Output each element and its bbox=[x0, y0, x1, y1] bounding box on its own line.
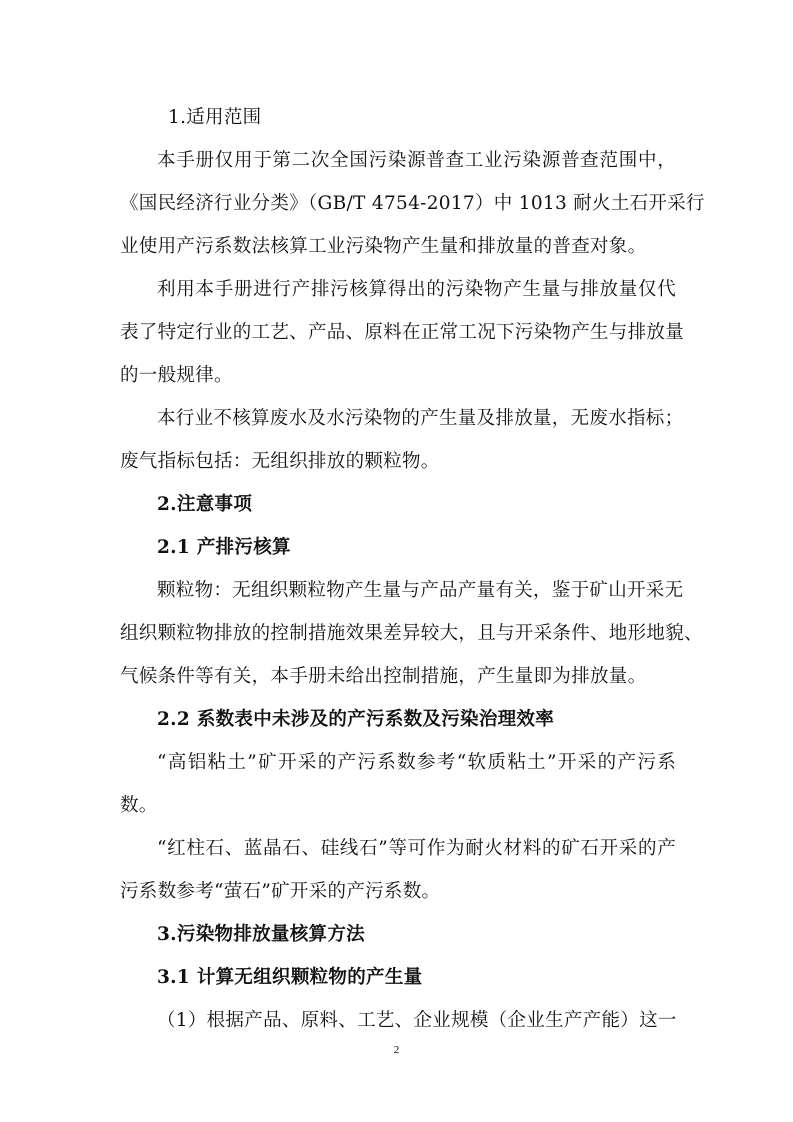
section-2-1-line-1: 颗粒物：无组织颗粒物产生量与产品产量有关，鉴于矿山开采无 bbox=[157, 580, 684, 601]
section-1-paragraph-3-line-2: 废气指标包括：无组织排放的颗粒物。 bbox=[120, 451, 440, 472]
section-2-2-paragraph-2-line-2: 污系数参考“萤石”矿开采的产污系数。 bbox=[120, 881, 441, 902]
section-2-1-line-2: 组织颗粒物排放的控制措施效果差异较大，且与开采条件、地形地貌、 bbox=[120, 623, 703, 644]
section-1-paragraph-2-line-3: 的一般规律。 bbox=[120, 365, 233, 386]
section-1-heading: 1.适用范围 bbox=[168, 107, 262, 128]
section-1-paragraph-2-line-2: 表了特定行业的工艺、产品、原料在正常工况下污染物产生与排放量 bbox=[120, 322, 685, 343]
page-number: 2 bbox=[393, 1044, 400, 1056]
section-1-paragraph-1-line-3: 业使用产污系数法核算工业污染物产生量和排放量的普查对象。 bbox=[120, 236, 647, 257]
section-1-paragraph-2-line-1: 利用本手册进行产排污核算得出的污染物产生量与排放量仅代 bbox=[157, 279, 676, 300]
section-2-2-paragraph-1-line-1: “高铝粘土”矿开采的产污系数参考“软质粘土”开采的产污系 bbox=[157, 752, 676, 773]
section-1-paragraph-1-line-2: 《国民经济行业分类》（GB/T 4754-2017）中 1013 耐火土石开采行 bbox=[120, 193, 705, 214]
section-2-2-paragraph-2-line-1: “红柱石、蓝晶石、硅线石”等可作为耐火材料的矿石开采的产 bbox=[157, 838, 676, 859]
section-2-1-heading: 2.1 产排污核算 bbox=[157, 537, 291, 558]
section-1-paragraph-3-line-1: 本行业不核算废水及水污染物的产生量及排放量，无废水指标； bbox=[157, 408, 684, 429]
section-2-2-heading: 2.2 系数表中未涉及的产污系数及污染治理效率 bbox=[157, 709, 555, 730]
section-2-1-line-3: 气候条件等有关，本手册未给出控制措施，产生量即为排放量。 bbox=[120, 666, 647, 687]
section-1-paragraph-1-line-1: 本手册仅用于第二次全国污染源普查工业污染源普查范围中， bbox=[157, 150, 676, 171]
section-2-2-paragraph-1-line-2: 数。 bbox=[120, 795, 158, 816]
section-2-heading: 2.注意事项 bbox=[157, 494, 253, 515]
section-3-1-line-1: （1）根据产品、原料、工艺、企业规模（企业生产产能）这一 bbox=[157, 1010, 677, 1031]
section-3-heading: 3.污染物排放量核算方法 bbox=[157, 924, 365, 945]
section-3-1-heading: 3.1 计算无组织颗粒物的产生量 bbox=[157, 967, 423, 988]
